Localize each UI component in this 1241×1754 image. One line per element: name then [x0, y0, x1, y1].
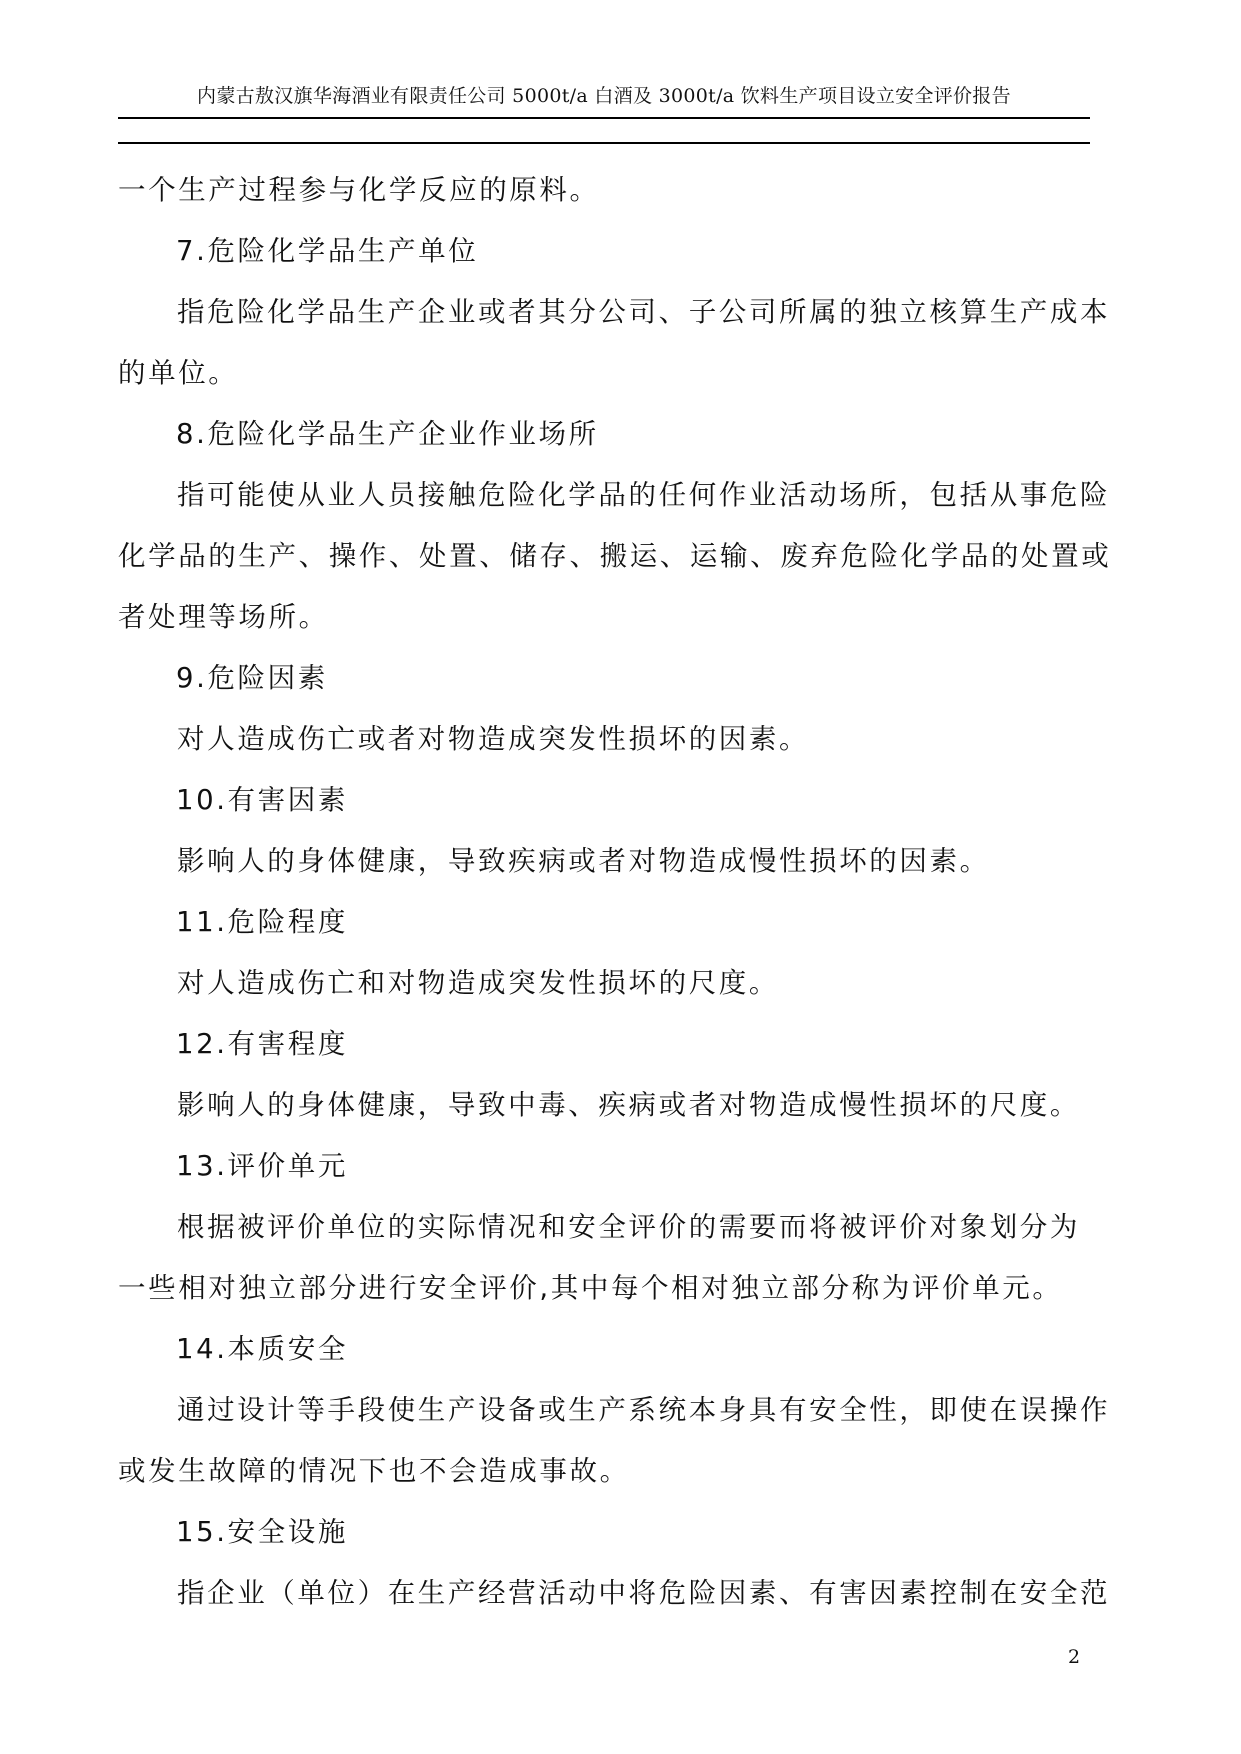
text-line: 一些相对独立部分进行安全评价,其中每个相对独立部分称为评价单元。 — [118, 1272, 1063, 1304]
paragraph-line: 指可能使从业人员接触危险化学品的任何作业活动场所，包括从事危险 — [177, 479, 1111, 511]
header-rule-top — [118, 117, 1090, 119]
paragraph-line: 通过设计等手段使生产设备或生产系统本身具有安全性，即使在误操作 — [177, 1394, 1111, 1426]
text-line: 的单位。 — [118, 357, 239, 389]
paragraph-line: 根据被评价单位的实际情况和安全评价的需要而将被评价对象划分为 — [177, 1211, 1080, 1243]
text-line: 者处理等场所。 — [118, 601, 329, 633]
paragraph-line: 影响人的身体健康，导致疾病或者对物造成慢性损坏的因素。 — [177, 845, 990, 877]
text-line: 一个生产过程参与化学反应的原料。 — [118, 174, 600, 206]
section-heading: 14.本质安全 — [176, 1333, 348, 1365]
section-heading: 11.危险程度 — [176, 906, 348, 938]
section-heading: 8.危险化学品生产企业作业场所 — [176, 418, 599, 450]
text-line: 化学品的生产、操作、处置、储存、搬运、运输、废弃危险化学品的处置或 — [118, 540, 1112, 572]
section-heading: 13.评价单元 — [176, 1150, 348, 1182]
page-header: 内蒙古敖汉旗华海酒业有限责任公司 5000t/a 白酒及 3000t/a 饮料生产项目设立安全评价报告 — [197, 85, 1011, 107]
section-heading: 10.有害因素 — [176, 784, 348, 816]
section-heading: 12.有害程度 — [176, 1028, 348, 1060]
header-rule-bottom — [118, 142, 1090, 144]
text-line: 或发生故障的情况下也不会造成事故。 — [118, 1455, 630, 1487]
page-number: 2 — [1068, 1646, 1081, 1668]
paragraph-line: 对人造成伤亡和对物造成突发性损坏的尺度。 — [177, 967, 779, 999]
section-heading: 9.危险因素 — [176, 662, 328, 694]
document-body — [118, 160, 1112, 1624]
section-heading: 7.危险化学品生产单位 — [176, 235, 479, 267]
paragraph-line: 指危险化学品生产企业或者其分公司、子公司所属的独立核算生产成本 — [177, 296, 1111, 328]
section-heading: 15.安全设施 — [176, 1516, 348, 1548]
paragraph-line: 影响人的身体健康，导致中毒、疾病或者对物造成慢性损坏的尺度。 — [177, 1089, 1080, 1121]
paragraph-line: 对人造成伤亡或者对物造成突发性损坏的因素。 — [177, 723, 810, 755]
paragraph-line: 指企业（单位）在生产经营活动中将危险因素、有害因素控制在安全范 — [177, 1577, 1111, 1609]
